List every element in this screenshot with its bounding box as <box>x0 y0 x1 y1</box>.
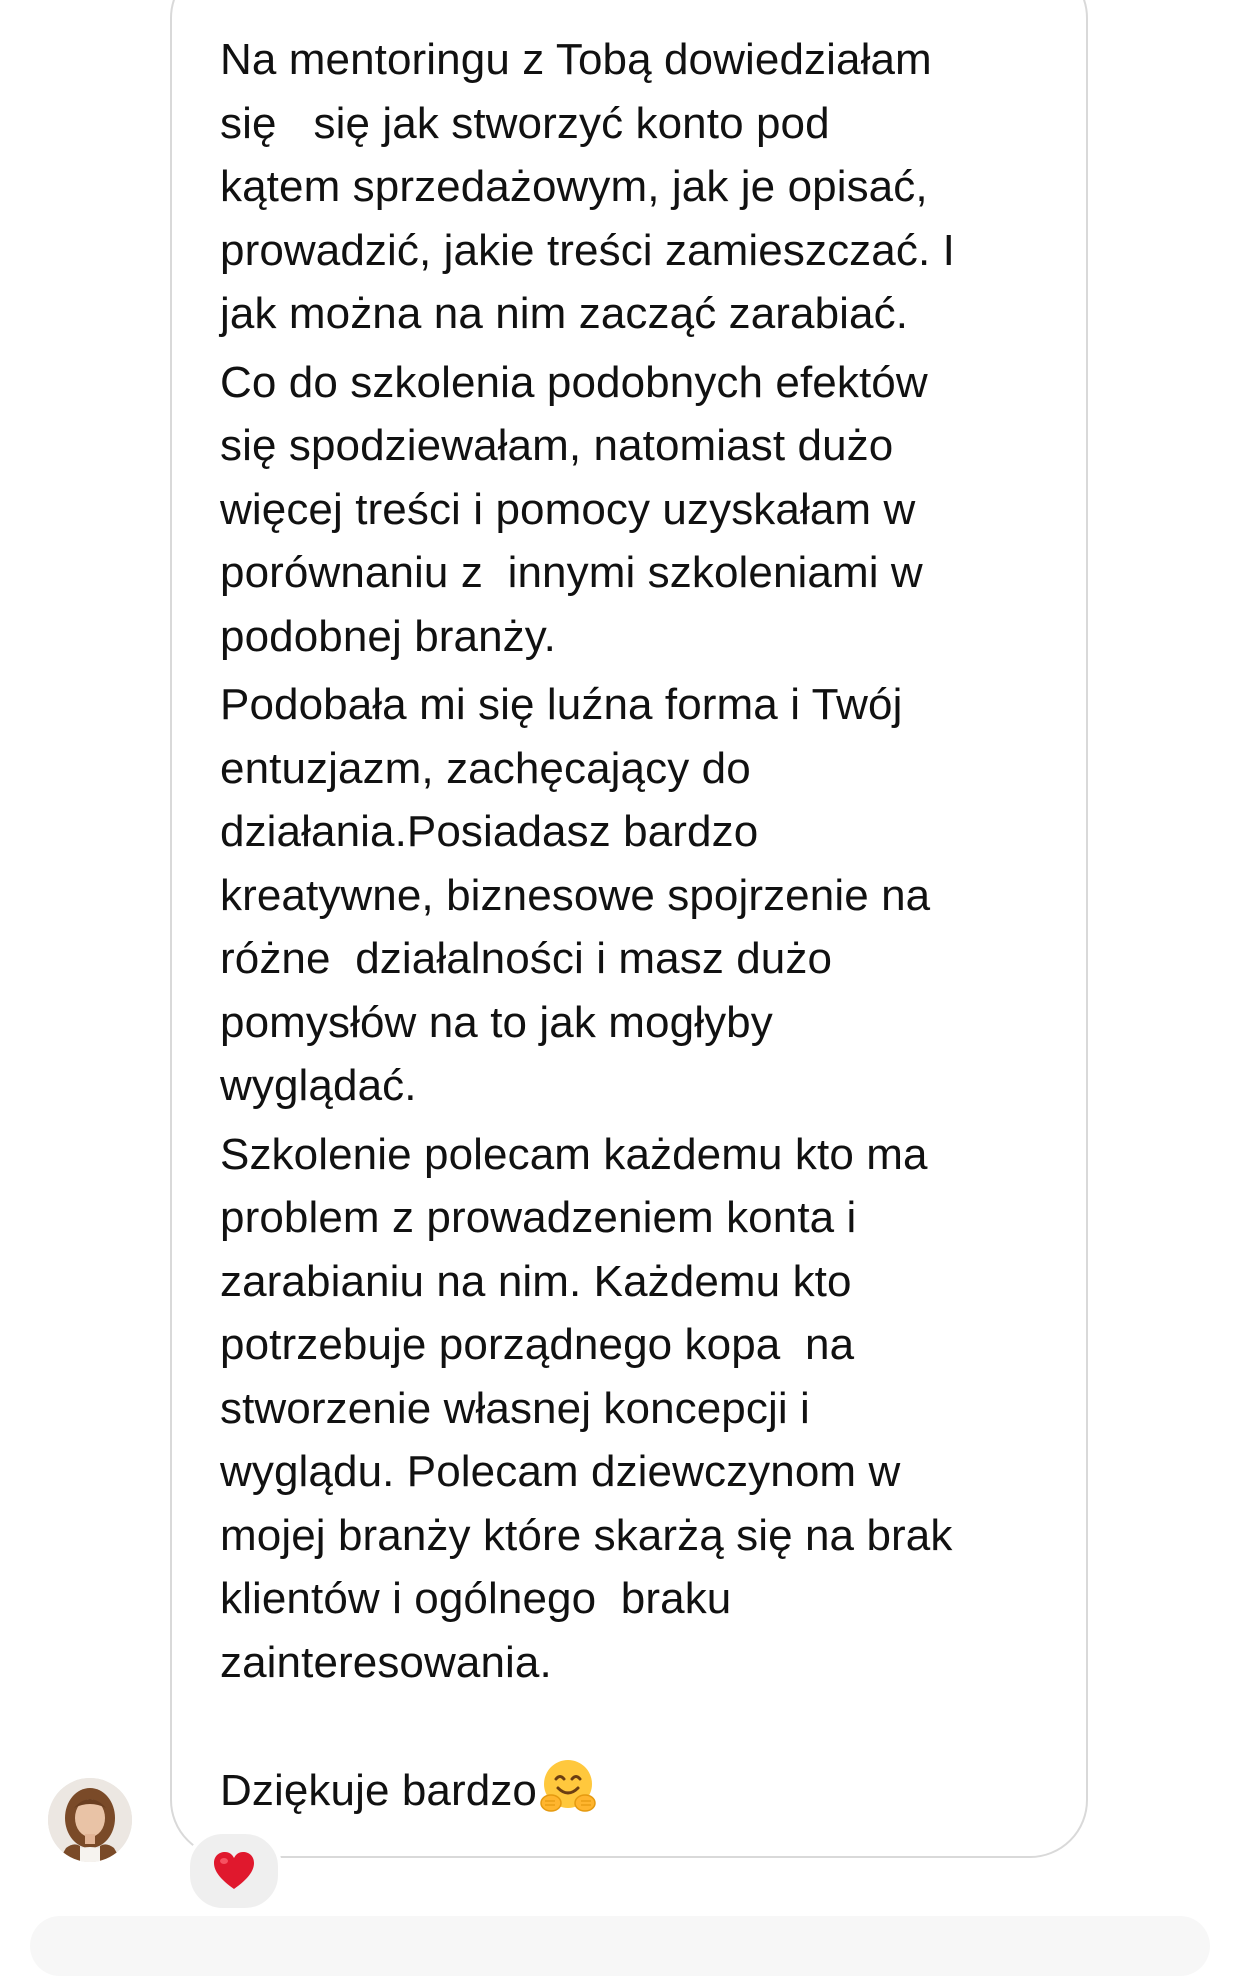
avatar[interactable] <box>48 1778 132 1862</box>
message-sign-off <box>220 1757 1046 1823</box>
reaction-pill[interactable] <box>186 1830 282 1912</box>
hugging-face-icon <box>539 1757 597 1815</box>
message-paragraph-4: Szkolenie polecam każdemu kto ma problem z prowadzeniem konta i zarabianiu na nim. Każdemu kto potrzebuje porządnego kopa na stworzenie własnej koncepcji i wyglądu. Polecam dziewczynom w mojej branży które skarżą się na brak klientów i ogólnego braku zainteresowania. <box>220 1129 953 1687</box>
sign-off-text: Dziękuje bardzo <box>220 1766 537 1815</box>
message-paragraph-1: Na mentoringu z Tobą dowiedziałam się się jak stworzyć konto pod kątem sprzedażowym, jak je opisać, prowadzić, jakie treści zamieszczać. I jak można na nim zacząć zarabiać. <box>220 35 955 338</box>
avatar-portrait <box>48 1778 132 1862</box>
message-paragraph-3: Podobała mi się luźna forma i Twój entuzjazm, zachęcający do działania.Posiadasz bardzo kreatywne, biznesowe spojrzenie na różne działalności i masz dużo pomysłów na to jak mogłyby wyglądać. <box>220 680 931 1110</box>
red-heart-icon <box>212 1851 256 1891</box>
message-bubble[interactable] <box>170 0 1088 1858</box>
composer-edge <box>30 1916 1210 1976</box>
message-paragraph-2: Co do szkolenia podobnych efektów się spodziewałam, natomiast dużo więcej treści i pomocy uzyskałam w porównaniu z innymi szkoleniami w podobnej branży. <box>220 357 928 661</box>
